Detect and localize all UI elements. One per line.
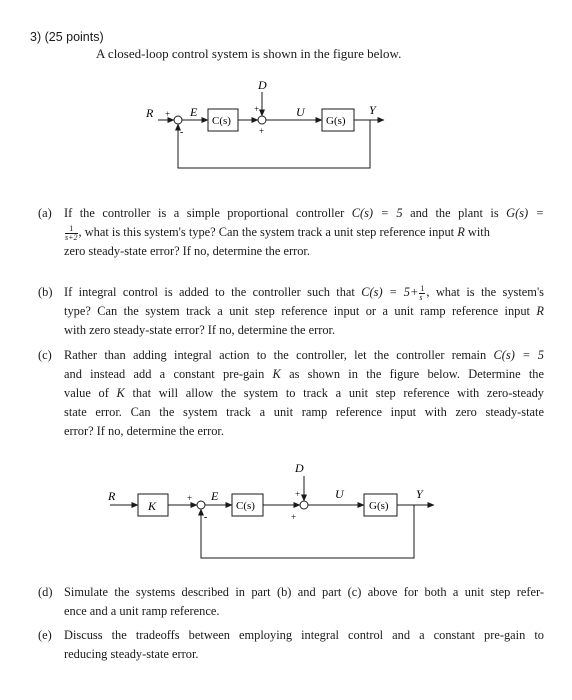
question-c-line-4: state error. Can the system track a unit ramp reference input with zero steady-state [64,405,544,419]
block-diagram-2 [104,454,444,566]
summing-junction-2 [300,501,308,509]
question-b-line-1: If integral control is added to the controller such that C(s) = 5+ $\frac{1}{s}$ , what is the system's [64,283,544,302]
question-e-line-2: reducing steady-state error. [64,647,199,661]
signal-reference-label: R [146,106,154,120]
question-b-line-3: with zero steady-state error? If no, determine the error. [64,323,336,337]
question-e [38,626,544,664]
sum2-left-plus-sign: + [291,512,297,522]
question-a-line-3: zero steady-state error? If no, determine the error. [64,244,310,258]
question-d-line-2: ence and a unit ramp reference. [64,604,220,618]
signal-error-label: E [190,105,198,119]
question-c [38,346,544,441]
sum2-left-plus-sign: + [259,126,265,136]
sum1-plus-sign: + [187,493,193,503]
problem-intro: A closed-loop control system is shown in the figure below. [96,46,402,61]
signal-disturbance-label: D [295,461,304,475]
summing-junction-2 [258,116,266,124]
question-d-label: (d) [38,585,53,599]
question-b-label: (b) [38,285,53,299]
summing-junction-1 [197,501,205,509]
signal-output-label: Y [416,487,423,501]
pre-gain-label: K [148,499,157,513]
question-a [38,204,544,261]
plant-label: G(s) [326,115,346,127]
question-e-line-1: Discuss the tradeoffs between employing integral control and a constant pre-gain to [64,628,544,642]
question-a-line-1: If the controller is a simple proportional controller C(s) = 5 and the plant is G(s) = [64,206,545,220]
block-diagram-1 [140,72,400,178]
question-d [38,583,544,621]
question-c-label: (c) [38,348,52,362]
question-c-line-3: value of K that will allow the system to track a unit step reference with zero-steady [64,386,544,400]
question-b [38,283,544,340]
signal-disturbance-label: D [258,78,267,92]
question-e-label: (e) [38,628,52,642]
summing-junction-1 [174,116,182,124]
plant-fraction: $\frac{1}{s+2}$ [65,223,78,242]
question-a-line-2: $\frac{1}{s+2}$ , what is this system's type? Can the system track a unit step reference input R with [65,223,490,242]
controller-label: C(s) [212,115,231,127]
signal-output-label: Y [369,103,376,117]
sum2-top-plus-sign: + [254,104,260,114]
integral-fraction: $\frac{1}{s}$ [419,283,425,302]
question-c-line-1: Rather than adding integral action to the controller, let the controller remain C(s) = 5 [64,348,544,362]
signal-control-label: U [335,487,344,501]
problem-heading: 3) (25 points) [30,30,104,44]
sum1-plus-sign: + [165,109,171,119]
signal-control-label: U [296,105,305,119]
controller-label: C(s) [236,500,255,512]
question-a-label: (a) [38,206,52,220]
plant-label: G(s) [369,500,389,512]
signal-error-label: E [211,489,219,503]
question-c-line-2: and instead add a constant pre-gain K as shown in the figure below. Determine the [64,367,544,381]
question-d-line-1: Simulate the systems described in part (b) and part (c) above for both a unit step refer- [64,585,544,599]
sum2-top-plus-sign: + [295,489,301,499]
signal-reference-label: R [108,489,116,503]
question-b-line-2: type? Can the system track a unit step reference input or a unit ramp reference input R [64,304,544,318]
sum1-minus-sign: - [204,512,208,523]
question-c-line-5: error? If no, determine the error. [64,424,224,438]
sum1-minus-sign: - [180,127,184,138]
